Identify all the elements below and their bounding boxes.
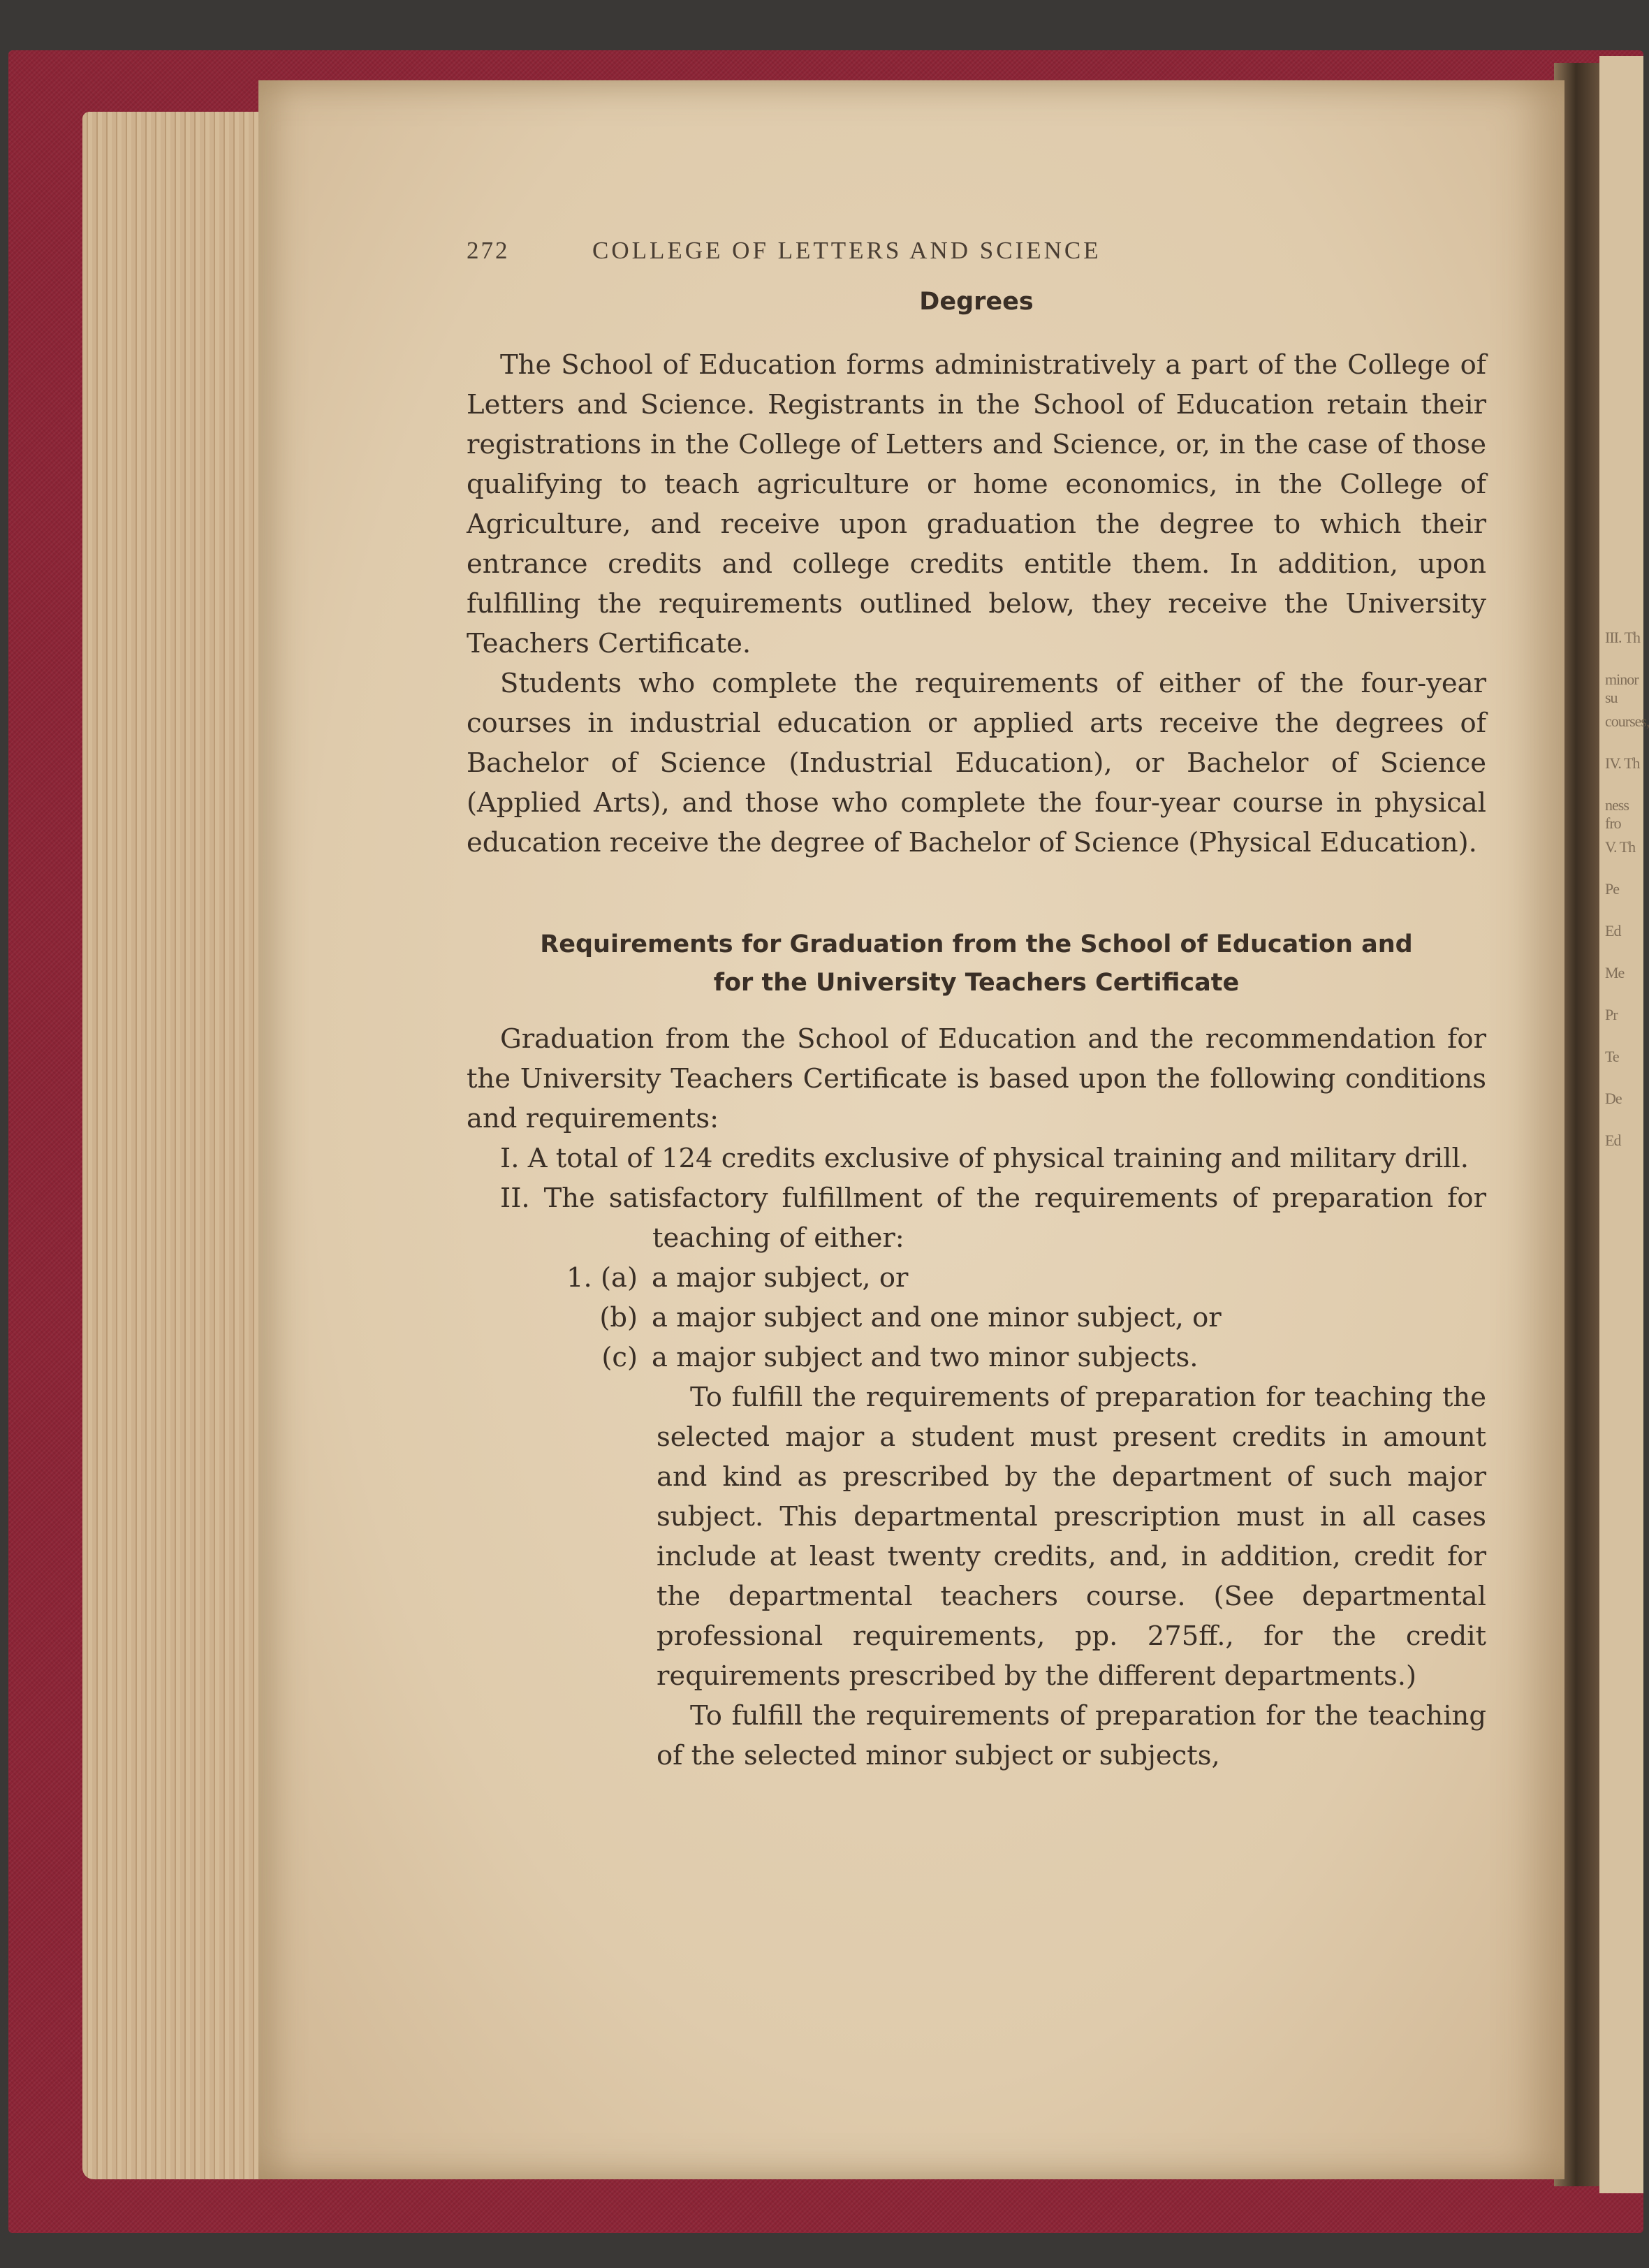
- sub-item: [467, 1258, 1486, 1298]
- section-heading-requirements: [467, 926, 1486, 1002]
- indented-block: [467, 1377, 1486, 1776]
- item-text: The satisfactory fulfillment of the requirements of preparation for teaching of either:: [543, 1183, 1486, 1254]
- facing-text: Ed: [1605, 1132, 1621, 1149]
- paragraph: To fulfill the requirements of preparation for teaching the selected major a student must present credits in amount and kind as prescribed by the department of such major subject. This departmental prescription must in all cases include at least twenty credits, and, in addition, credit for the departmental teachers course. (See departmental professional requirements, pp. 275ff., for the credit requirements prescribed by the different departments.): [657, 1382, 1486, 1692]
- page-edges: [82, 112, 285, 2179]
- sub-item-label: (c): [601, 1342, 638, 1373]
- section-heading-degrees: Degrees: [919, 288, 1034, 316]
- facing-text: Me: [1605, 964, 1625, 981]
- facing-text: courses,: [1605, 712, 1649, 730]
- facing-text: minor su: [1605, 671, 1639, 706]
- page-text: [467, 231, 1486, 1776]
- requirement-item: [467, 1139, 1486, 1178]
- facing-page: [1599, 56, 1643, 2193]
- item-text: A total of 124 credits exclusive of physical training and military drill.: [527, 1143, 1469, 1174]
- facing-text: ness fro: [1605, 796, 1629, 832]
- running-title: COLLEGE OF LETTERS AND SCIENCE: [592, 237, 1101, 264]
- facing-text: Pe: [1605, 880, 1619, 898]
- heading-line: for the University Teachers Certificate: [713, 969, 1240, 997]
- item-label: I.: [500, 1143, 520, 1174]
- item-label: II.: [500, 1183, 530, 1214]
- running-head: [467, 231, 1486, 270]
- sub-item: [467, 1298, 1486, 1338]
- facing-text: Ed: [1605, 922, 1621, 939]
- paragraph: Graduation from the School of Education and the recommendation for the University Teachers Certificate is based upon the following conditions and requirements:: [467, 1023, 1486, 1134]
- paragraph: Students who complete the requirements of either of the four-year courses in industrial education or applied arts receive the degrees of Bachelor of Science (Industrial Education), or Bachelor of Science (Applied Arts), and those who complete the four-year course in physical education receive the degree of Bachelor of Science (Physical Education).: [467, 668, 1486, 858]
- facing-text: IV. Th: [1605, 754, 1640, 772]
- page-number: 272: [467, 237, 510, 264]
- sub-item-label: (b): [599, 1302, 638, 1333]
- facing-text: V. Th: [1605, 838, 1636, 856]
- sub-item-label: 1. (a): [566, 1262, 638, 1294]
- sub-item-text: a major subject, or: [652, 1262, 909, 1294]
- facing-text: Te: [1605, 1048, 1619, 1065]
- paragraph: To fulfill the requirements of preparation for the teaching of the selected minor subject or subjects,: [657, 1700, 1486, 1771]
- facing-text: De: [1605, 1090, 1622, 1107]
- facing-text: III. Th: [1605, 629, 1641, 646]
- heading-line: Requirements for Graduation from the School of Education and: [540, 930, 1413, 958]
- sub-item-text: a major subject and one minor subject, or: [652, 1302, 1222, 1333]
- facing-text: Pr: [1605, 1006, 1618, 1023]
- requirement-item: [467, 1178, 1486, 1258]
- paragraph: The School of Education forms administratively a part of the College of Letters and Science. Registrants in the School of Education retain their registrations in the College of Letters and Science, or, in the case of those qualifying to teach agriculture or home economics, in the College of Agriculture, and receive upon graduation the degree to which their entrance credits and college credits entitle them. In addition, upon fulfilling the requirements outlined below, they receive the University Teachers Certificate.: [467, 349, 1486, 659]
- sub-item: [467, 1338, 1486, 1377]
- sub-item-text: a major subject and two minor subjects.: [652, 1342, 1199, 1373]
